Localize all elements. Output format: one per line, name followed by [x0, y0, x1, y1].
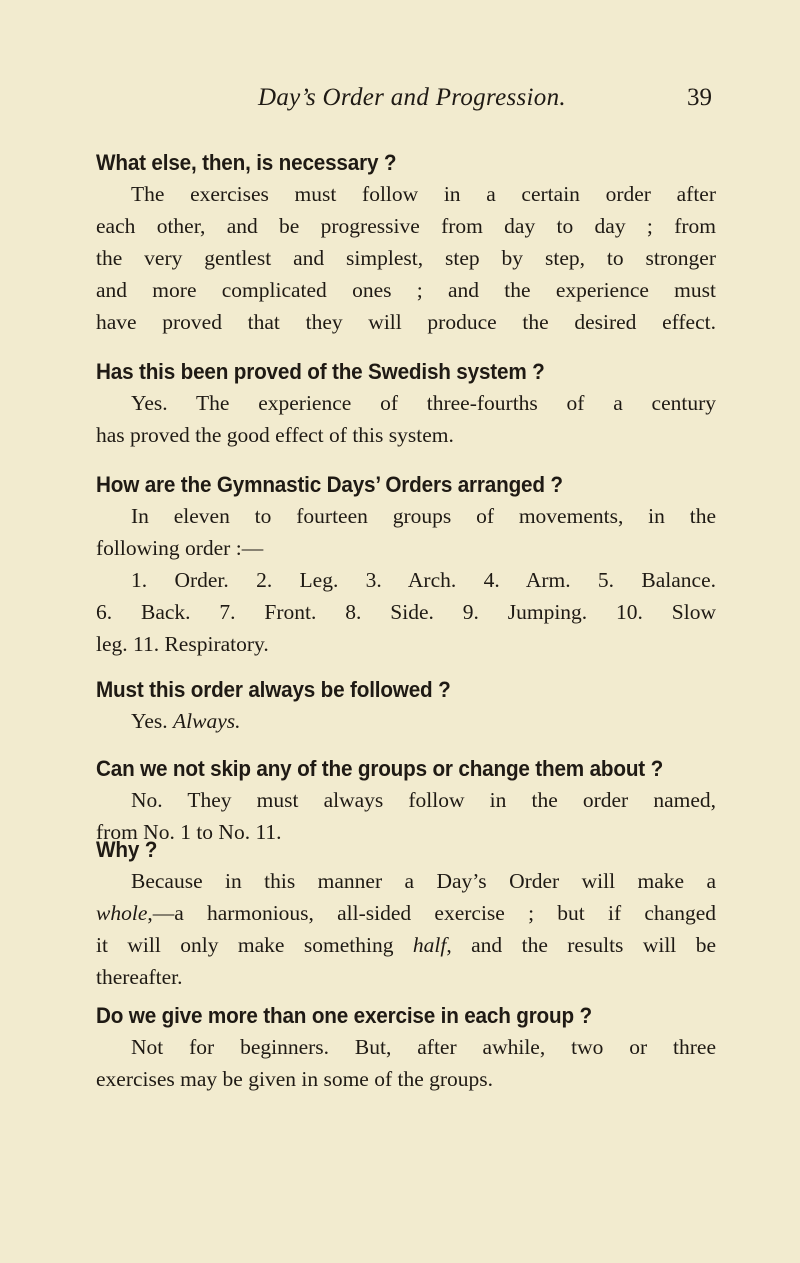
qa-section-necessary	[96, 148, 716, 338]
answer-text: Yes.	[131, 709, 174, 733]
answer-line	[96, 897, 716, 929]
answer-line: In eleven to fourteen groups of movements, in the	[131, 504, 716, 528]
question-heading: Has this been proved of the Swedish system ?	[96, 359, 545, 384]
answer-line: each other, and be progressive from day to day ; from	[96, 214, 716, 238]
running-head	[100, 84, 712, 116]
page-number: 39	[687, 84, 712, 111]
qa-section-more-than-one	[96, 1001, 716, 1095]
answer-line: 1. Order. 2. Leg. 3. Arch. 4. Arm. 5. Balance.	[131, 568, 716, 592]
answer-emphasis: Always.	[173, 709, 241, 733]
answer-line: the very gentlest and simplest, step by step, to stronger	[96, 246, 716, 270]
answer-line	[96, 705, 716, 737]
answer-line: No. They must always follow in the order named,	[131, 788, 716, 812]
answer-line: Not for beginners. But, after awhile, two or three	[131, 1035, 716, 1059]
qa-section-days-orders	[96, 470, 716, 660]
answer-paragraph	[96, 500, 716, 660]
answer-emphasis: whole	[96, 901, 148, 925]
answer-line: Yes. The experience of three-fourths of a century	[131, 391, 716, 415]
answer-line: and more complicated ones ; and the experience must	[96, 278, 716, 302]
question-heading: What else, then, is necessary ?	[96, 150, 397, 175]
answer-line: have proved that they will produce the desired effect.	[96, 310, 716, 334]
answer-text: , and the results will be	[446, 933, 716, 957]
answer-line: exercises may be given in some of the groups.	[96, 1067, 494, 1091]
qa-section-order-followed	[96, 675, 716, 737]
answer-line: following order :—	[96, 536, 264, 560]
answer-paragraph	[96, 178, 716, 338]
answer-text: it will only make something	[96, 933, 413, 957]
question-heading: Why ?	[96, 837, 158, 862]
answer-line	[96, 929, 716, 961]
answer-text: ,—a harmonious, all-sided exercise ; but if changed	[147, 901, 716, 925]
answer-line: has proved the good effect of this system.	[96, 423, 454, 447]
running-title: Day’s Order and Progression.	[258, 84, 566, 111]
question-heading: How are the Gymnastic Days’ Orders arranged ?	[96, 472, 563, 497]
answer-line: The exercises must follow in a certain order after	[131, 182, 716, 206]
qa-section-swedish-system	[96, 357, 716, 451]
answer-line: thereafter.	[96, 965, 183, 989]
answer-line: leg. 11. Respiratory.	[96, 632, 269, 656]
qa-section-why	[96, 835, 716, 993]
qa-section-skip-groups	[96, 754, 716, 848]
question-heading: Can we not skip any of the groups or change them about ?	[96, 756, 664, 781]
answer-line: from No. 1 to No. 11.	[96, 820, 282, 844]
question-heading: Must this order always be followed ?	[96, 677, 451, 702]
answer-emphasis: half	[412, 933, 447, 957]
question-heading: Do we give more than one exercise in each group ?	[96, 1003, 592, 1028]
answer-paragraph	[96, 387, 716, 451]
answer-line: Because in this manner a Day’s Order will make a	[131, 869, 716, 893]
answer-line: 6. Back. 7. Front. 8. Side. 9. Jumping. 10. Slow	[96, 600, 716, 624]
answer-paragraph	[96, 1031, 716, 1095]
answer-paragraph	[96, 865, 716, 993]
answer-paragraph	[96, 705, 716, 737]
